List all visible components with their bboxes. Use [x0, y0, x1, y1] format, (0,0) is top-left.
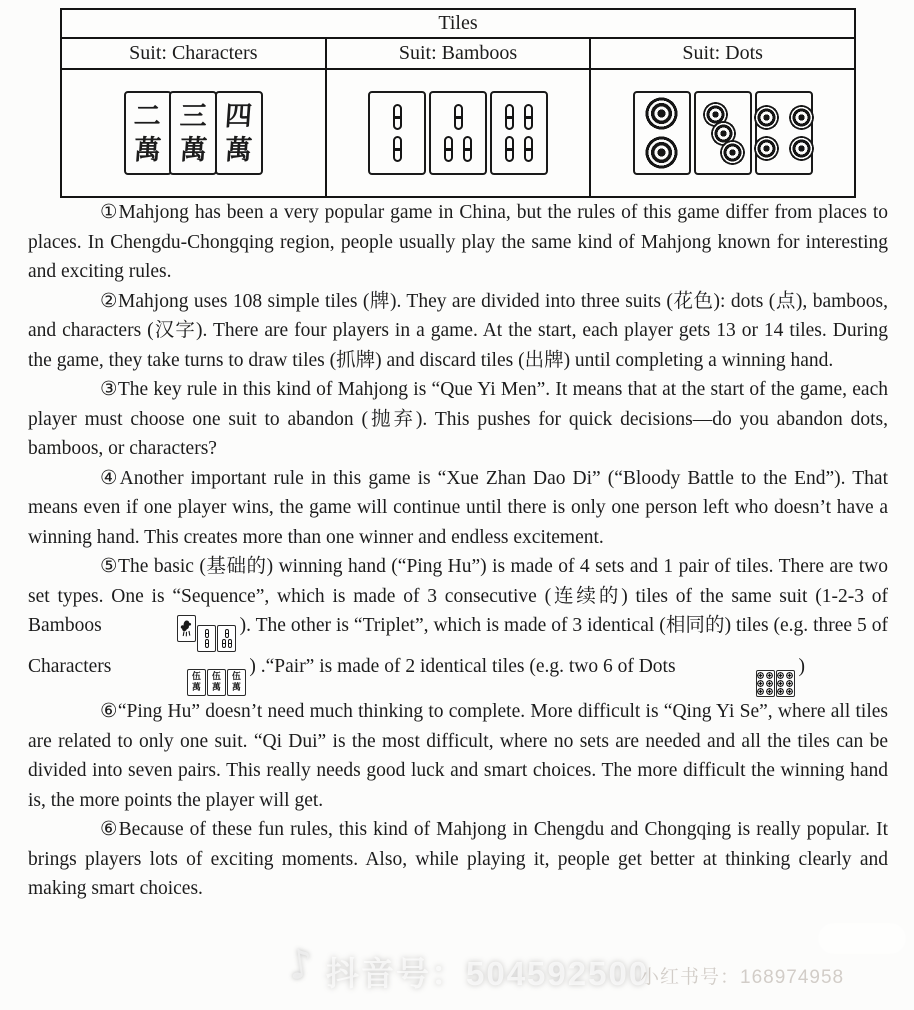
tile-pip-row: [777, 680, 793, 687]
bamboo-3-mini-tile: [217, 625, 236, 652]
tile-pip-row: [505, 136, 533, 162]
paragraph-5-text-a: ⑤The basic (基础的) winning hand (“Ping Hu”) is made of 4 sets and 1 pair of tiles. There are two set types. One is “Sequence”, which is made of 3 consecutive (连续的) tiles of the same suit (1-2-3 of Bamboos: [28, 556, 888, 636]
dot-tile-3: [694, 91, 752, 175]
tile-glyph-top: 三: [178, 101, 208, 131]
dot-circle: [777, 680, 784, 687]
bamboo-stick: [454, 104, 463, 130]
dots-cell: [591, 70, 854, 196]
bamboo-stick: [228, 639, 232, 648]
dot-circle: [766, 688, 773, 695]
dot-circle: [766, 672, 773, 679]
sequence-bamboo-tiles: [105, 611, 237, 652]
dot-6-mini-tile: [756, 670, 775, 697]
music-note-icon: ♪: [284, 940, 317, 990]
column-header-bamboos: Suit: Bamboos: [327, 39, 592, 68]
tile-pip-row: [645, 136, 678, 169]
dot-circle: [786, 680, 793, 687]
bamboo-stick: [524, 136, 533, 162]
tile-pip-row: [393, 136, 402, 162]
mini-glyph-top: 伍: [211, 671, 221, 681]
tile-pip-row: [777, 672, 793, 679]
tile-pip-row: [505, 104, 533, 130]
bamboo-stick: [463, 136, 472, 162]
bamboo-stick: [205, 629, 209, 638]
bamboo-tile-2: [368, 91, 426, 175]
character-tile-4wan: [215, 91, 263, 175]
paragraph-3: ③The key rule in this kind of Mahjong is “Que Yi Men”. It means that at the start of the game, each player must choose one suit to abandon (抛弃). This pushes for quick decisions—do you abandon dots, bamboos, or characters?: [28, 379, 888, 459]
paragraph-5-text-b: ). The other is “Triplet”, which is made of 3 identical (相同的) tiles (e.g. three 5 of Characters: [28, 615, 888, 677]
tiles-table: [60, 8, 856, 198]
watermark-badge: [818, 923, 906, 954]
tile-glyph-top: 四: [224, 101, 254, 131]
mini-glyph-bottom: 萬: [191, 681, 201, 692]
column-header-characters: Suit: Characters: [62, 39, 327, 68]
tile-glyph-bottom: 萬: [133, 135, 163, 165]
bamboos-cell: [327, 70, 592, 196]
bamboo-stick: [393, 104, 402, 130]
character-tile-2wan: [124, 91, 172, 175]
table-title: Tiles: [62, 10, 854, 39]
bamboo-stick: [505, 136, 514, 162]
dot-tile-4: [755, 91, 813, 175]
character-5wan-mini-tile: [227, 669, 246, 696]
tile-pip-row: [393, 104, 402, 130]
paragraph-6: ⑥“Ping Hu” doesn’t need much thinking to complete. More difficult is “Qing Yi Se”, where all tiles are related to only one suit. “Qi Dui” is the most difficult, where no sets are needed and all the tiles can be divided into seven pairs. This really needs good luck and smart choices. The more difficult the winning hand is, the more points the player will get.: [28, 701, 888, 811]
dot-circle: [789, 105, 814, 130]
tile-pip-row: [205, 639, 209, 648]
dot-circle: [720, 140, 745, 165]
bamboo-stick: [505, 104, 514, 130]
bamboo-stick: [524, 104, 533, 130]
paragraph-4: ④Another important rule in this game is “Xue Zhan Dao Di” (“Bloody Battle to the End”). That means even if one player wins, the game will continue until there is only one person left who doesn’t have a winning hand. This creates more than one winner and endless excitement.: [28, 467, 888, 548]
paragraph-1: ①Mahjong has been a very popular game in China, but the rules of this game differ from places to places. In Chengdu-Chongqing region, people usually play the same kind of Mahjong known for interesting and exciting rules.: [28, 202, 888, 282]
tile-pip-row: [777, 688, 793, 695]
tile-pip-row: [754, 136, 814, 161]
tile-pip-row: [757, 688, 773, 695]
tile-pip-row: [454, 104, 463, 130]
character-5wan-mini-tile: [187, 669, 206, 696]
pair-dot-tiles: [683, 652, 795, 697]
bamboo-tile-3: [429, 91, 487, 175]
dot-circle: [645, 136, 678, 169]
douyin-id-watermark: 抖音号：504592500: [326, 955, 650, 992]
dot-circle: [766, 680, 773, 687]
dot-tile-2: [633, 91, 691, 175]
bamboo-2-mini-tile: [197, 625, 216, 652]
paragraph-5: [28, 552, 888, 697]
tile-glyph-bottom: 萬: [178, 135, 208, 165]
dot-circle: [757, 680, 764, 687]
tile-glyph-bottom: 萬: [224, 135, 254, 165]
paragraph-5-text-d: ): [798, 656, 805, 677]
bamboo-tile-4: [490, 91, 548, 175]
table-tiles-row: [62, 70, 854, 196]
dot-circle: [754, 105, 779, 130]
paragraph-7: ⑥Because of these fun rules, this kind of Mahjong in Chengdu and Chongqing is really popular. It brings players lots of exciting moments. Also, while playing it, people get better at thinking clearly and making smart choices.: [28, 819, 888, 899]
dot-circle: [777, 688, 784, 695]
mini-glyph-bottom: 萬: [231, 681, 241, 692]
dot-circle: [786, 672, 793, 679]
dot-circle: [786, 688, 793, 695]
mini-glyph-bottom: 萬: [211, 681, 221, 692]
dot-circle: [757, 672, 764, 679]
dot-circle: [645, 97, 678, 130]
tile-glyph-top: 二: [133, 101, 163, 131]
character-tile-3wan: [169, 91, 217, 175]
tile-pip-row: [222, 639, 232, 648]
tile-pip-row: [225, 629, 229, 638]
paragraph-5-text-c: ) .“Pair” is made of 2 identical tiles (e.g. two 6 of Dots: [249, 656, 676, 677]
tile-pip-row: [444, 136, 472, 162]
dot-circle: [789, 136, 814, 161]
dot-6-mini-tile: [776, 670, 795, 697]
xiaohongshu-id-watermark: 小红书号：168974958: [640, 967, 845, 988]
triplet-character-tiles: [114, 652, 246, 696]
bamboo-stick: [222, 639, 226, 648]
mini-glyph-top: 伍: [231, 671, 241, 681]
paragraph-2: ②Mahjong uses 108 simple tiles (牌). They are divided into three suits (花色): dots (点), bamboos, and characters (汉字). There are four players in a game. At the start, each player gets 13 or 14 tiles. During the game, they take turns to draw tiles (抓牌) and discard tiles (出牌) until completing a winning hand.: [28, 290, 888, 371]
characters-cell: [62, 70, 327, 196]
bamboo-stick: [393, 136, 402, 162]
tile-pip-row: [757, 672, 773, 679]
character-5wan-mini-tile: [207, 669, 226, 696]
passage-body: [28, 198, 888, 904]
bamboo-stick: [205, 639, 209, 648]
tile-pip-row: [757, 680, 773, 687]
bamboo-1-bird-icon: [177, 615, 196, 642]
bamboo-1-bird-icon: [180, 619, 193, 638]
tile-pip-row: [645, 97, 678, 130]
dot-circle: [777, 672, 784, 679]
bamboo-stick: [225, 629, 229, 638]
dot-circle: [754, 136, 779, 161]
dot-circle: [757, 688, 764, 695]
table-header-row: [62, 39, 854, 70]
mini-glyph-top: 伍: [191, 671, 201, 681]
bamboo-stick: [444, 136, 453, 162]
column-header-dots: Suit: Dots: [682, 42, 763, 64]
tile-pip-row: [205, 629, 209, 638]
tile-pip-row: [754, 105, 814, 130]
